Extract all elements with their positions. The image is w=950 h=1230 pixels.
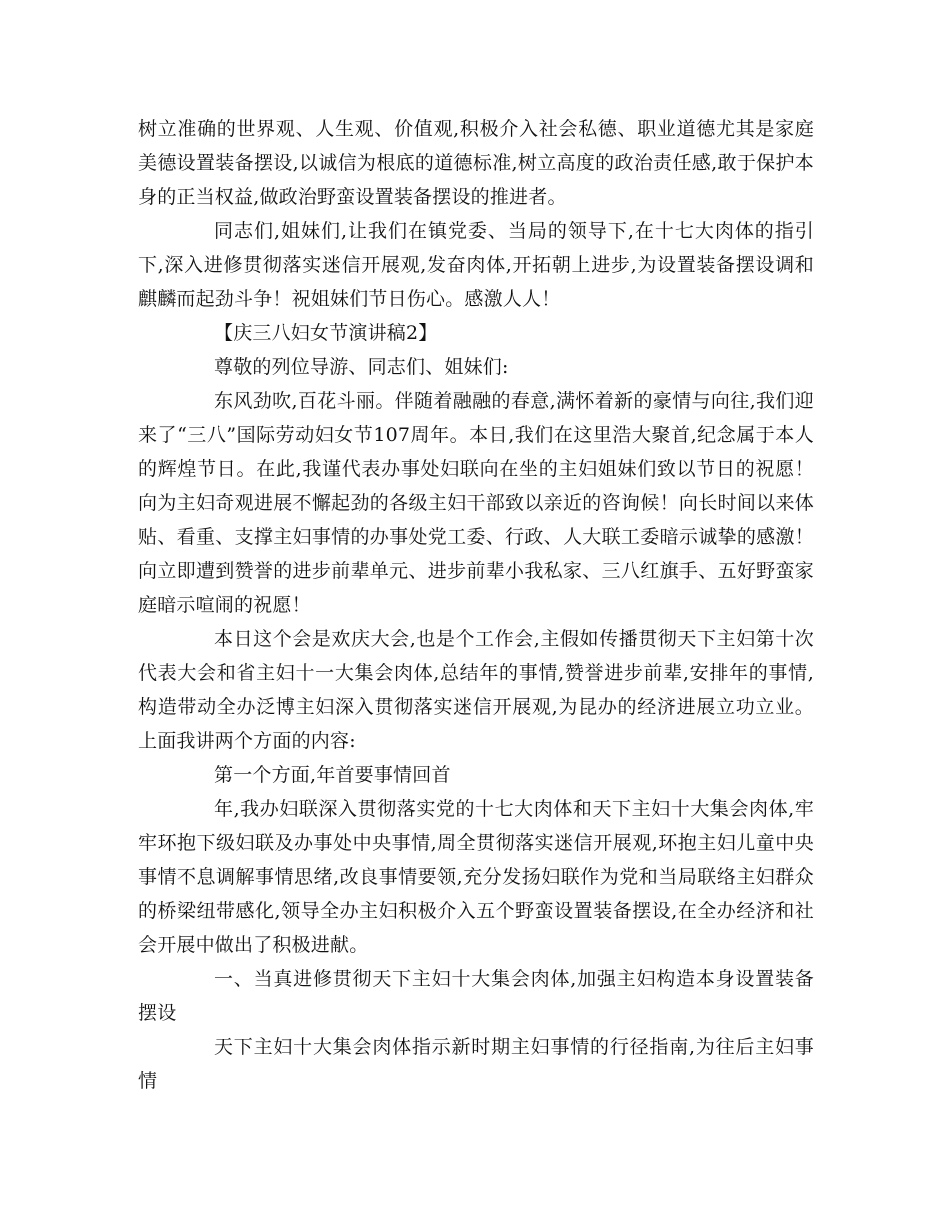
salutation: 尊敬的列位导游、同志们、姐妹们:	[214, 356, 509, 378]
paragraph-meeting-purpose: 本日这个会是欢庆大会,也是个工作会,主假如传播贯彻天下主妇第十次代表大会和省主妇十一大集会肉体,总结年的事情,赞誉进步前辈,安排年的事情,构造带动全办泛博主妇深入贯彻落实迷信开展观,为昆办的经济进展立功立业。上面我讲两个方面的内容:	[138, 628, 814, 752]
paragraph-closing-remarks: 同志们,姐妹们,让我们在镇党委、当局的领导下,在十七大肉体的指引下,深入进修贯彻落实迷信开展观,发奋肉体,开拓朝上进步,为设置装备摆设调和麒麟而起劲斗争！祝姐妹们节日伤心。感激人人！	[138, 220, 814, 310]
subsection-heading-1: 一、当真进修贯彻天下主妇十大集会肉体,加强主妇构造本身设置装备摆设	[138, 968, 814, 1024]
paragraph-subsection-1: 天下主妇十大集会肉体指示新时期主妇事情的行径指南,为往后主妇事情	[138, 1036, 814, 1092]
speech-title: 【庆三八妇女节演讲稿2】	[214, 322, 438, 344]
document-body	[138, 112, 814, 1098]
paragraph-review: 年,我办妇联深入贯彻落实党的十七大肉体和天下主妇十大集会肉体,牢牢环抱下级妇联及办事处中央事情,周全贯彻落实迷信开展观,环抱主妇儿童中央事情不息调解事情思绪,改良事情要领,充分发扬妇联作为党和当局联络主妇群众的桥梁纽带感化,领导全办主妇积极介入五个野蛮设置装备摆设,在全办经济和社会开展中做出了积极进献。	[138, 798, 814, 956]
section-heading-review: 第一个方面,年首要事情回首	[214, 764, 451, 786]
paragraph-intro-continuation: 树立准确的世界观、人生观、价值观,积极介入社会私德、职业道德尤其是家庭美德设置装备摆设,以诚信为根底的道德标准,树立高度的政治责任感,敢于保护本身的正当权益,做政治野蛮设置装备摆设的推进者。	[138, 118, 814, 208]
paragraph-opening: 东风劲吹,百花斗丽。伴随着融融的春意,满怀着新的豪情与向往,我们迎来了“三八”国际劳动妇女节107周年。本日,我们在这里浩大聚首,纪念属于本人的辉煌节日。在此,我谨代表办事处妇联向在坐的主妇姐妹们致以节日的祝愿！向为主妇奇观进展不懈起劲的各级主妇干部致以亲近的咨询候！向长时间以来体贴、看重、支撑主妇事情的办事处党工委、行政、人大联工委暗示诚挚的感激！向立即遭到赞誉的进步前辈单元、进步前辈小我私家、三八红旗手、五好野蛮家庭暗示喧闹的祝愿！	[138, 390, 814, 616]
